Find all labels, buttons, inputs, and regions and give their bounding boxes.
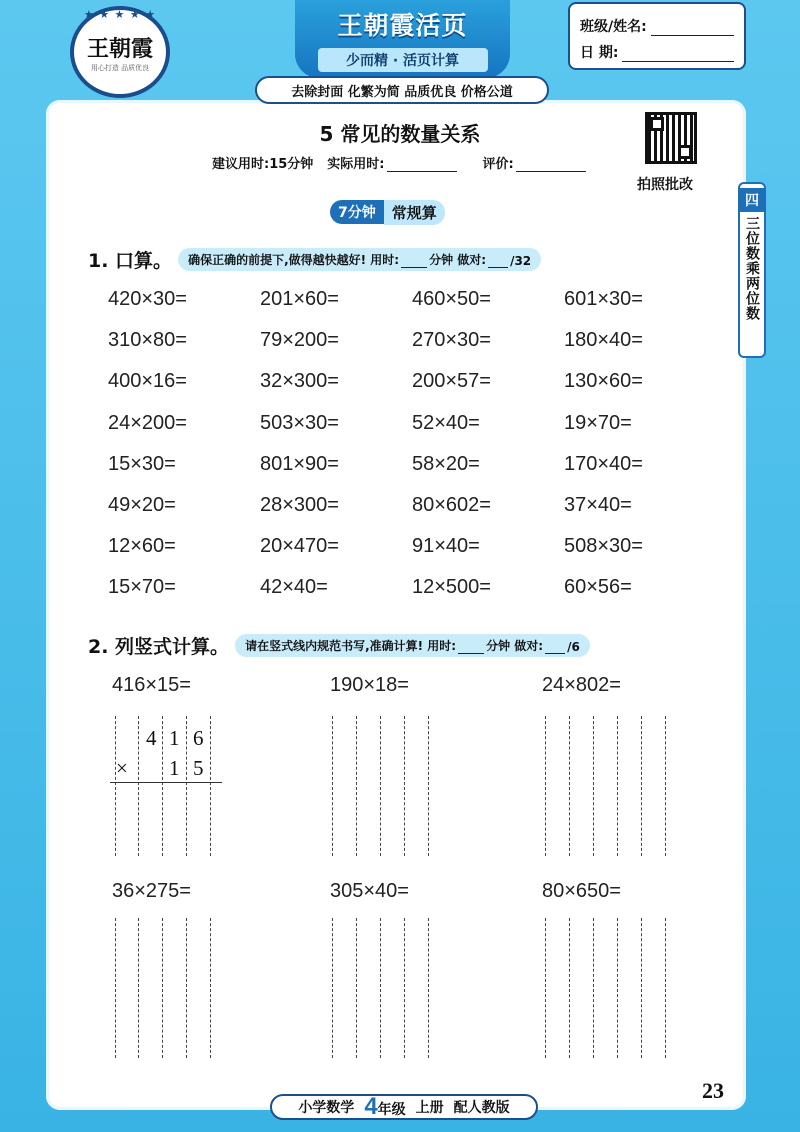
oral-problem: 180×40=: [564, 329, 643, 352]
footer-grade-suffix: 年级: [377, 1102, 406, 1118]
oral-problem: 170×40=: [564, 452, 643, 475]
title-banner: [295, 0, 510, 78]
vertical-problem: 190×18=: [330, 674, 409, 696]
class-name-field[interactable]: [651, 21, 734, 36]
oral-problem: 52×40=: [412, 411, 480, 434]
evaluation-field[interactable]: [516, 171, 586, 172]
oral-problem: 601×30=: [564, 288, 643, 310]
guide-column: [210, 716, 211, 856]
section-1-hint-score: 分钟 做对:: [429, 253, 487, 267]
brand-tagline: 少而精 · 活页计算: [318, 48, 488, 72]
oral-problem: 12×500=: [412, 576, 491, 599]
class-name-label: 班级/姓名:: [580, 19, 647, 35]
footer-edition: 配人教版: [453, 1100, 510, 1116]
section-1-time-field[interactable]: [401, 267, 427, 268]
footer-subject: 小学数学: [298, 1100, 355, 1116]
oral-problem: 49×20=: [108, 493, 176, 516]
guide-column: [332, 716, 333, 856]
section-2-hint-text: 请在竖式线内规范书写,准确计算! 用时:: [245, 639, 457, 653]
guide-column: [641, 918, 642, 1058]
oral-problem: 79×200=: [260, 329, 339, 352]
oral-problem: 20×470=: [260, 535, 339, 558]
oral-calculation-grid: [108, 288, 708, 602]
guide-column: [138, 918, 139, 1058]
guide-column: [404, 918, 405, 1058]
oral-problem: 400×16=: [108, 370, 187, 393]
vertical-problem: 24×802=: [542, 674, 621, 696]
guide-column: [428, 716, 429, 856]
section-1-title: 1. 口算。: [88, 250, 173, 272]
date-field[interactable]: [622, 47, 734, 62]
section-2-hint-score: 分钟 做对:: [486, 639, 544, 653]
oral-problem: 24×200=: [108, 411, 187, 434]
oral-problem: 460×50=: [412, 288, 491, 310]
guide-column: [186, 716, 187, 856]
oral-problem: 508×30=: [564, 535, 643, 558]
oral-problem: 200×57=: [412, 370, 491, 393]
vertical-problem: 305×40=: [330, 880, 409, 902]
oral-problem: 201×60=: [260, 288, 339, 310]
vertical-problem: 416×15=: [112, 674, 191, 696]
guide-column: [162, 918, 163, 1058]
guide-column: [545, 716, 546, 856]
section-1-score-field[interactable]: [488, 267, 508, 268]
guide-column: [665, 716, 666, 856]
guide-column: [593, 918, 594, 1058]
oral-problem: 80×602=: [412, 493, 491, 516]
oral-problem: 420×30=: [108, 288, 187, 310]
logo-name: 王朝霞: [86, 35, 153, 62]
section-2-score-field[interactable]: [545, 653, 565, 654]
guide-column: [665, 918, 666, 1058]
chapter-title: 三位数乘两位数: [744, 216, 760, 321]
footer-badge: [270, 1094, 538, 1120]
oral-problem: 58×20=: [412, 452, 480, 475]
oral-problem: 310×80=: [108, 329, 187, 352]
guide-column: [356, 716, 357, 856]
page-number: 23: [702, 1078, 724, 1103]
page-title: 5 常见的数量关系: [319, 122, 481, 146]
oral-problem: 270×30=: [412, 329, 491, 352]
guide-column: [545, 918, 546, 1058]
oral-problem: 15×30=: [108, 452, 176, 475]
logo-subtitle: 用心打造 品质优良: [90, 63, 150, 72]
guide-column: [115, 716, 116, 856]
qr-code-label: 拍照批改: [637, 177, 693, 193]
brand-logo: [70, 6, 170, 98]
oral-problem: 91×40=: [412, 535, 480, 558]
section-2-hint: [235, 634, 590, 657]
oral-problem: 32×300=: [260, 370, 339, 393]
guide-column: [162, 716, 163, 856]
example-digit: 5: [193, 756, 204, 780]
guide-column: [380, 918, 381, 1058]
chapter-side-tab: [738, 182, 766, 358]
slogan-bar: 去除封面 化繁为简 品质优良 价格公道: [255, 76, 549, 104]
guide-column: [332, 918, 333, 1058]
actual-time-field[interactable]: [387, 171, 457, 172]
guide-column: [569, 918, 570, 1058]
routine-label: 常规算: [384, 200, 445, 225]
example-digit: 1: [169, 726, 180, 750]
suggested-time: 建议用时:15分钟: [212, 157, 314, 172]
oral-problem: 28×300=: [260, 493, 339, 516]
evaluation-label: 评价:: [482, 157, 514, 172]
example-digit: 4: [146, 726, 157, 750]
guide-column: [617, 716, 618, 856]
sum-line: [110, 782, 222, 783]
section-2-time-field[interactable]: [458, 653, 484, 654]
guide-column: [593, 716, 594, 856]
guide-column: [404, 716, 405, 856]
section-2-title: 2. 列竖式计算。: [88, 636, 230, 658]
guide-column: [210, 918, 211, 1058]
oral-problem: 60×56=: [564, 576, 632, 599]
guide-column: [186, 918, 187, 1058]
student-info-box: [568, 2, 746, 70]
example-digit: 1: [169, 756, 180, 780]
multiply-sign: ×: [116, 756, 128, 780]
guide-column: [641, 716, 642, 856]
vertical-problem: 36×275=: [112, 880, 191, 902]
qr-code-icon[interactable]: [645, 112, 697, 164]
oral-problem: 19×70=: [564, 411, 632, 434]
oral-problem: 15×70=: [108, 576, 176, 599]
guide-column: [428, 918, 429, 1058]
oral-problem: 130×60=: [564, 370, 643, 393]
footer-volume: 上册: [415, 1100, 444, 1116]
section-1-hint-text: 确保正确的前提下,做得越快越好! 用时:: [188, 253, 400, 267]
time-bar: [212, 153, 612, 172]
actual-time-label: 实际用时:: [327, 157, 385, 172]
routine-badge: [330, 200, 445, 224]
section-2-header: [88, 632, 590, 659]
guide-column: [356, 918, 357, 1058]
section-1-header: [88, 246, 541, 273]
guide-column: [569, 716, 570, 856]
oral-problem: 37×40=: [564, 493, 632, 516]
section-1-total: /32: [510, 254, 532, 268]
section-1-hint: [178, 248, 541, 271]
oral-problem: 801×90=: [260, 452, 339, 475]
oral-problem: 42×40=: [260, 576, 328, 599]
vertical-problem: 80×650=: [542, 880, 621, 902]
routine-minutes: 7分钟: [330, 200, 384, 224]
guide-column: [380, 716, 381, 856]
star-icon: ★ ★ ★ ★ ★: [83, 8, 157, 21]
guide-column: [138, 716, 139, 856]
guide-column: [617, 918, 618, 1058]
guide-column: [115, 918, 116, 1058]
date-label: 日 期:: [580, 45, 619, 61]
footer-grade: 4: [364, 1093, 378, 1120]
section-2-total: /6: [567, 640, 580, 654]
oral-problem: 503×30=: [260, 411, 339, 434]
example-digit: 6: [193, 726, 204, 750]
oral-problem: 12×60=: [108, 535, 176, 558]
chapter-number: 四: [740, 188, 764, 212]
brand-title: 王朝霞活页: [337, 11, 468, 40]
